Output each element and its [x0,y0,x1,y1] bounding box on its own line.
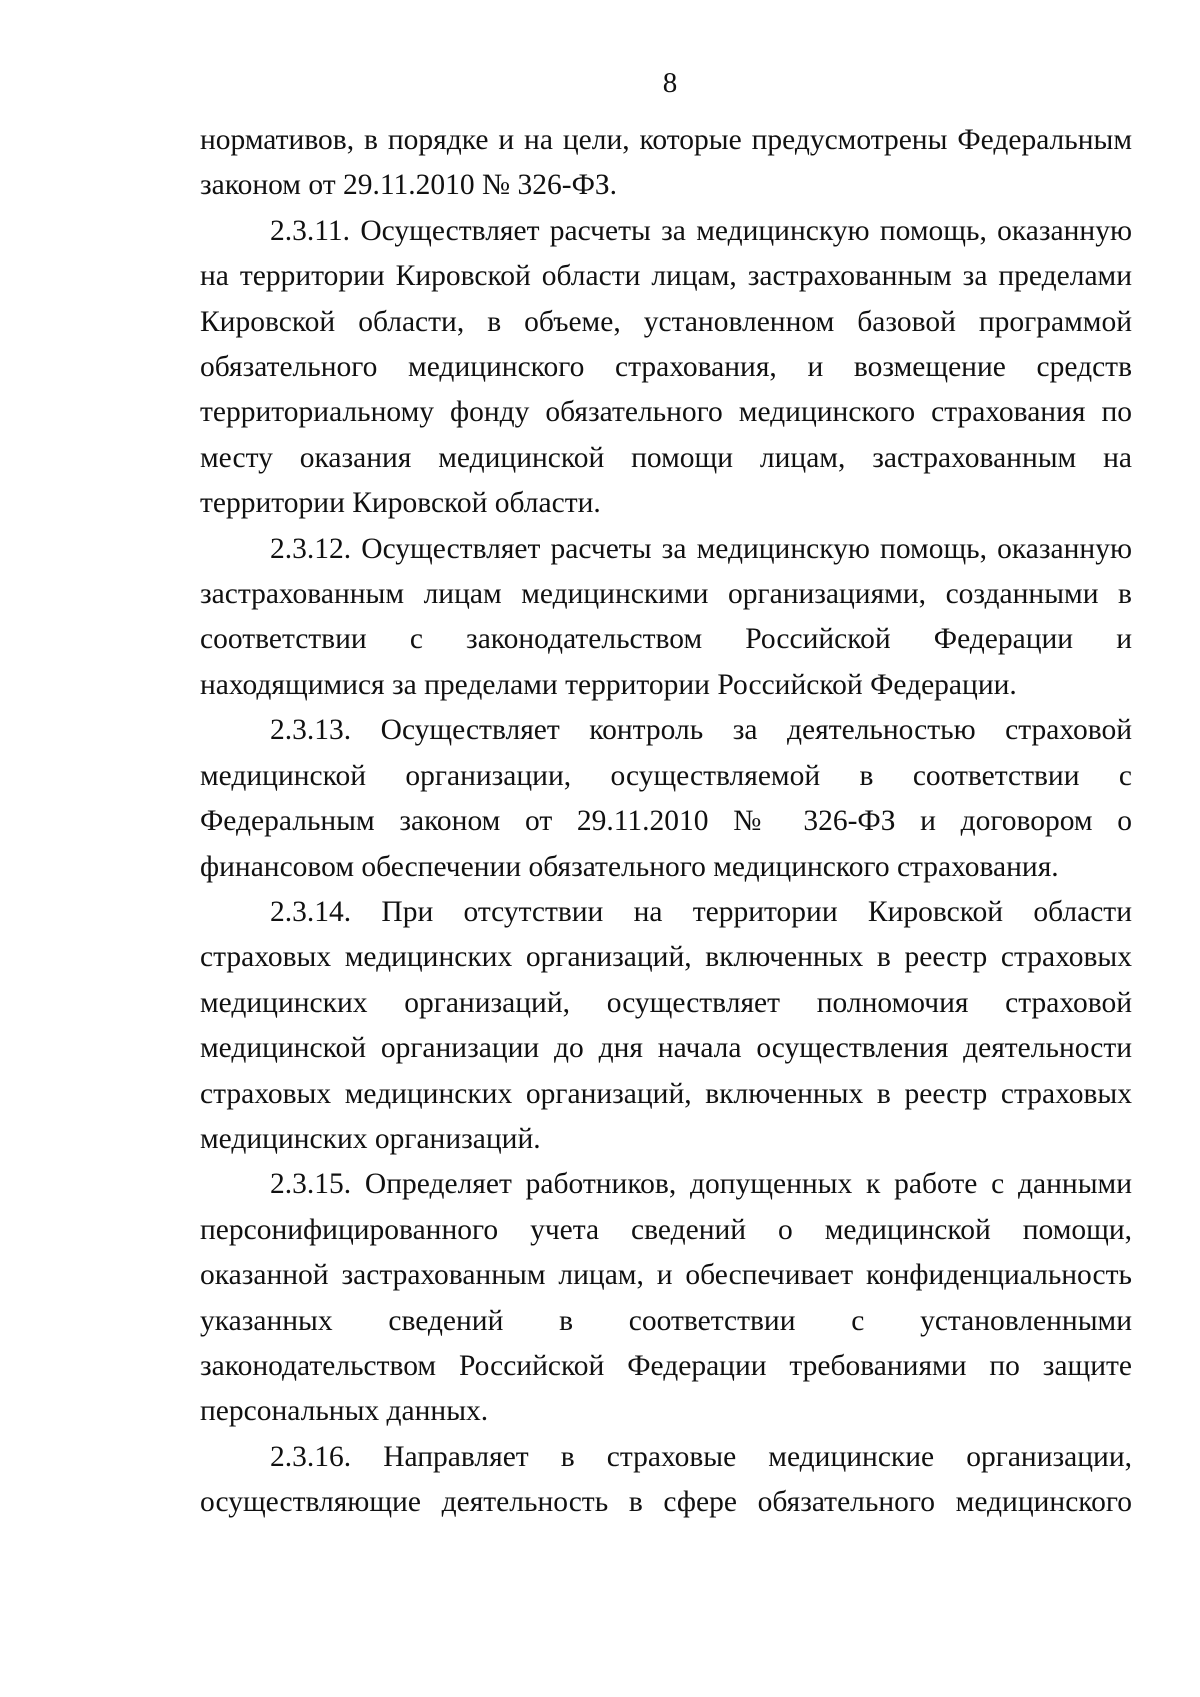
paragraph-2-3-14: 2.3.14. При отсутствии на территории Кировской области страховых медицинских организаций, включенных в реестр страховых медицинских организаций, осуществляет полномочия страховой медицинской организации до дня начала осуществления деятельности страховых медицинских организаций, включенных в реестр страховых медицинских организаций. [200,895,1132,1155]
paragraph-2-3-15: 2.3.15. Определяет работников, допущенных к работе с данными персонифицированного учета сведений о медицинской помощи, оказанной застрахованным лицам, и обеспечивает конфиденциальность указанных сведений в соответствии с установленными законодательством Российской Федерации требованиями по защите персональных данных. [200,1168,1132,1428]
page-number: 8 [662,67,678,99]
paragraph-2-3-11: 2.3.11. Осуществляет расчеты за медицинскую помощь, оказанную на территории Кировской области лицам, застрахованным за пределами Кировской области, в объеме, установленном базовой программой обязательного медицинского страхования, и возмещение средств территориальному фонду обязательного медицинского страхования по месту оказания медицинской помощи лицам, застрахованным на территории Кировской области. [200,214,1132,520]
document-body [200,118,1132,1526]
paragraph-continued: нормативов, в порядке и на цели, которые предусмотрены Федеральным законом от 29.11.2010 № 326-ФЗ. [200,124,1132,202]
paragraph-2-3-16: 2.3.16. Направляет в страховые медицинские организации, осуществляющие деятельность в сфере обязательного медицинского [200,1440,1132,1519]
paragraph-2-3-13: 2.3.13. Осуществляет контроль за деятельностью страховой медицинской организации, осуществляемой в соответствии с Федеральным законом от 29.11.2010 № 326-ФЗ и договором о финансовом обеспечении обязательного медицинского страхования. [200,714,1132,883]
paragraph-2-3-12: 2.3.12. Осуществляет расчеты за медицинскую помощь, оказанную застрахованным лицам медицинскими организациями, созданными в соответствии с законодательством Российской Федерации и находящимися за пределами территории Российской Федерации. [200,532,1132,701]
